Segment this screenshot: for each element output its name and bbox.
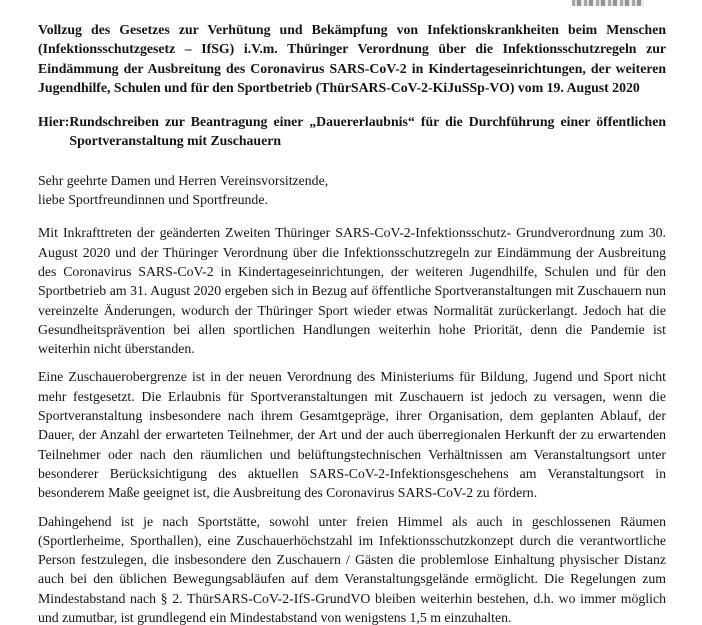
salutation-line-2: liebe Sportfreundinnen und Sportfreunde. xyxy=(38,192,268,208)
subject-heading: Vollzug des Gesetzes zur Verhütung und Bekämpfung von Infektionskrankheiten beim Menschen (Infektionsschutzgesetz – IfSG) i.V.m. Thüringer Verordnung über die Infektionsschutzregeln zur Eindämmung der Ausbreitung des Coronavirus SARS-CoV-2 in Kindertageseinrichtungen, der weiteren Jugendhilfe, Schulen und für den Sportbetrieb (ThürSARS-CoV-2-KiJuSSp-VO) vom 19. August 2020 xyxy=(38,22,666,95)
letter-content xyxy=(38,0,666,625)
salutation-block xyxy=(38,171,666,210)
salutation-line-1: Sehr geehrte Damen und Herren Vereinsvorsitzende, xyxy=(38,172,329,188)
body-paragraph-1: Mit Inkrafttreten der geänderten Zweiten Thüringer SARS-CoV-2-Infektionsschutz- Grundverordnung zum 30. August 2020 und der Thüringer Verordnung über die Infektionsschutzregeln zur Eindämmung der Ausbreitung des Coronavirus SARS-CoV-2 in Kindertageseinrichtungen, der weiteren Jugendhilfe, Schulen und für den Sportbetrieb am 31. August 2020 ergeben sich in Bezug auf öffentliche Sportveranstaltungen mit Zuschauern nun vereinzelte Änderungen, wodurch der Thüringer Sport wieder etwas Normalität zurückerlangt. Jedoch hat die Gesundheitsprävention bei allen sportlichen Handlungen weiterhin hohe Priorität, denn die Pandemie ist weiterhin nicht überstanden. xyxy=(38,225,666,357)
reference-block xyxy=(38,112,666,151)
body-paragraph-2: Eine Zuschauerobergrenze ist in der neuen Verordnung des Ministeriums für Bildung, Jugend und Sport nicht mehr festgesetzt. Die Erlaubnis für Sportveranstaltungen mit Zuschauern ist jedoch zu versagen, wenn die Sportveranstaltung insbesondere nach ihrem Gesamtgepräge, ihrer Organisation, dem geplanten Ablauf, der Dauer, der Anzahl der erwarteten Teilnehmer, der Art und der auch überregionalen Herkunft der zu erwartenden Teilnehmer oder nach den räumlichen und belüftungstechnischen Verhältnissen am Veranstaltungsort unter besonderer Berücksichtigung des aktuellen SARS-CoV-2-Infektionsgeschehens am Veranstaltungsort in besonderem Maße geeignet ist, die Ausbreitung des Coronavirus SARS-CoV-2 zu fördern. xyxy=(38,369,666,501)
reference-text: Rundschreiben zur Beantragung einer „Dauererlaubnis“ für die Durchführung einer öffentlichen Sportveranstaltung mit Zuschauern xyxy=(69,114,666,149)
reference-label: Hier: xyxy=(38,114,70,130)
body-paragraph-3: Dahingehend ist je nach Sportstätte, sowohl unter freien Himmel als auch in geschlossenen Räumen (Sportlerheime, Sporthallen), eine Zuschauerhöchstzahl im Infektionsschutzkonzept durch die verantwortliche Person festzulegen, die insbesondere den Zuschauern / Gästen die problemlose Einhaltung physischer Distanz auch bei den üblichen Bewegungsabläufen auf dem Veranstaltungsgelände ermöglicht. Die Regelungen zum Mindestabstand nach § 2. ThürSARS-CoV-2-IfS-GrundVO bleiben weiterhin bestehen, d.h. wo immer möglich und zumutbar, ist grundlegend ein Mindestabstand von wenigstens 1,5 m einzuhalten. xyxy=(38,513,666,625)
